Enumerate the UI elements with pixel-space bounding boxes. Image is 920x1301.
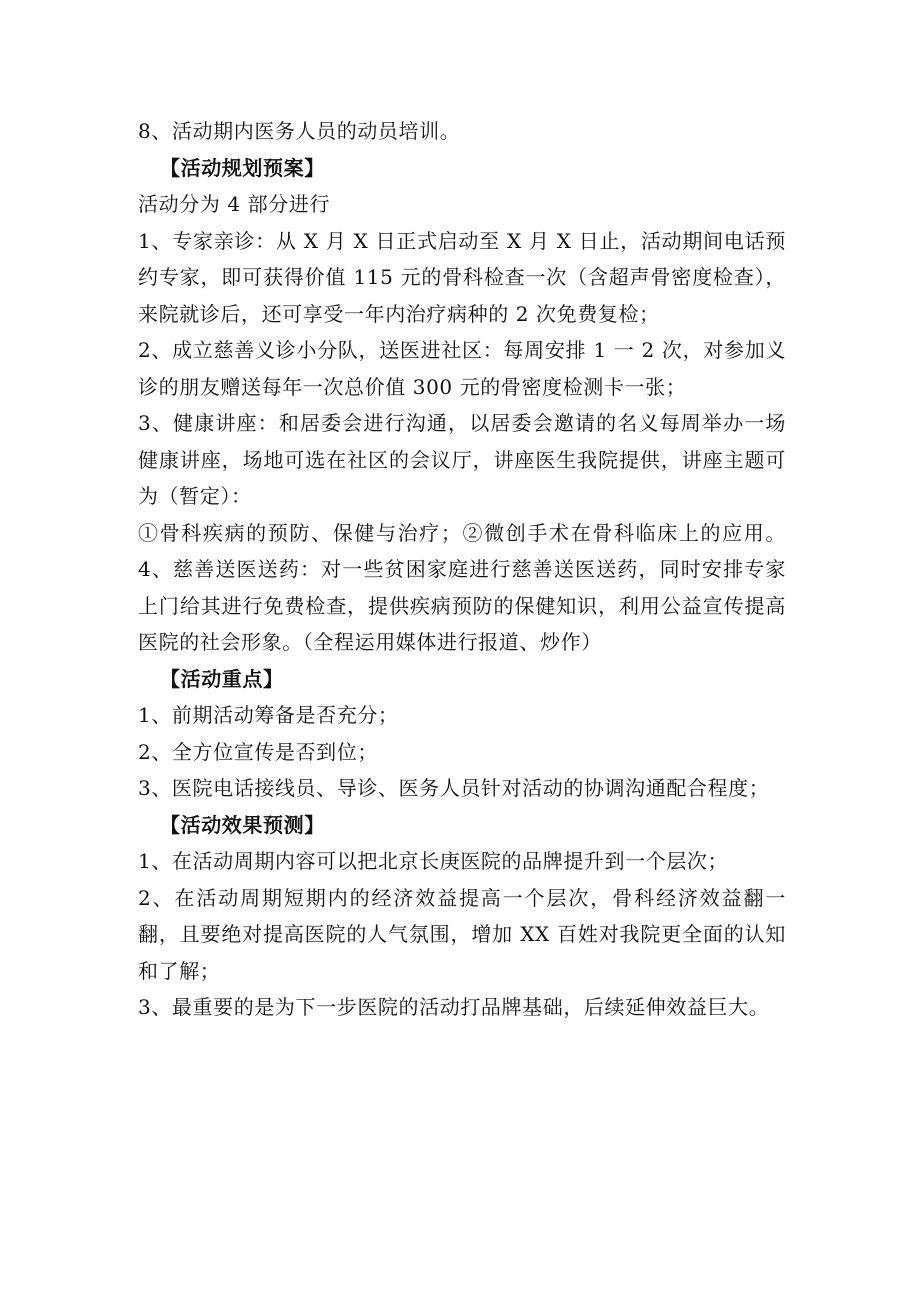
focus-item-1: 1、前期活动筹备是否充分； <box>138 703 399 727</box>
section-heading-plan: 【活动规划预案】 <box>160 155 325 180</box>
focus-item-3: 3、医院电话接线员、导诊、医务人员针对活动的协调沟通配合程度； <box>138 776 770 800</box>
list-item-3-health-lecture: 3、健康讲座：和居委会进行沟通，以居委会邀请的名义每周举办一场健康讲座，场地可选在社区的会议厅，讲座医生我院提供，讲座主题可为（暂定）： <box>138 411 786 508</box>
list-item-1-expert: 1、专家亲诊：从 X 月 X 日正式启动至 X 月 X 日止，活动期间电话预约专家，即可获得价值 115 元的骨科检查一次（含超声骨密度检查），来院就诊后，还可享受一年内治疗病种的 2 次免费复检； <box>138 228 786 326</box>
effect-item-3: 3、最重要的是为下一步医院的活动打品牌基础，后续延伸效益巨大。 <box>138 995 770 1019</box>
paragraph-lecture-topics: ①骨科疾病的预防、保健与治疗；②微创手术在骨科临床上的应用。4、慈善送医送药：对一些贫困家庭进行慈善送医送药，同时安排专家上门给其进行免费检查，提供疾病预防的保健知识，利用公益宣传提高医院的社会形象。（全程运用媒体进行报道、炒作） <box>138 520 786 654</box>
list-item-2-charity-clinic: 2、成立慈善义诊小分队，送医进社区：每周安排 1 一 2 次，对参加义诊的朋友赠送每年一次总价值 300 元的骨密度检测卡一张； <box>138 338 786 399</box>
document-body <box>138 113 786 1026</box>
paragraph-intro: 活动分为 4 部分进行 <box>138 192 331 216</box>
focus-item-2: 2、全方位宣传是否到位； <box>138 739 378 764</box>
section-heading-effect: 【活动效果预测】 <box>160 812 325 837</box>
list-item-8: 8、活动期内医务人员的动员培训。 <box>138 119 461 143</box>
effect-item-1: 1、在活动周期内容可以把北京长庚医院的品牌提升到一个层次； <box>138 849 729 873</box>
effect-item-2: 2、在活动周期短期内的经济效益提高一个层次，骨科经济效益翻一翻，且要绝对提高医院的人气氛围，增加 XX 百姓对我院更全面的认知和了解； <box>138 885 786 983</box>
section-heading-focus: 【活动重点】 <box>160 666 284 691</box>
